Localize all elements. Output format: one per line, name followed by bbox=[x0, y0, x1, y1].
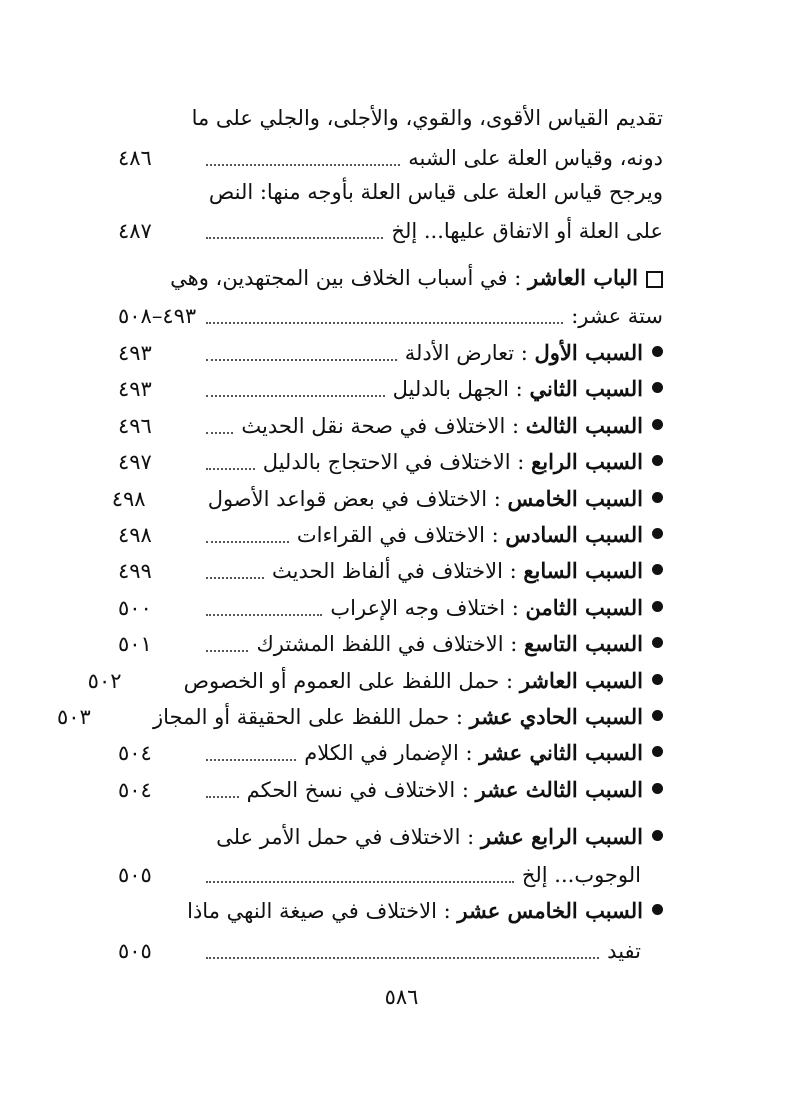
dot-leader bbox=[206, 758, 296, 761]
bullet-icon bbox=[652, 783, 663, 794]
toc-item bbox=[118, 733, 663, 773]
chapter-title: الباب العاشر bbox=[528, 265, 638, 290]
item-text: الوجوب... إلخ bbox=[521, 863, 641, 887]
bullet-icon bbox=[652, 674, 663, 685]
item-text: : اختلاف وجه الإعراب bbox=[330, 596, 519, 620]
toc-item bbox=[118, 515, 663, 555]
dot-leader bbox=[206, 321, 563, 324]
item-label: السبب الثامن bbox=[525, 595, 643, 620]
page-ref: ٤٩٧ bbox=[118, 450, 152, 474]
dot-leader bbox=[206, 613, 322, 616]
item-label: السبب الثاني عشر bbox=[479, 740, 643, 765]
page-ref: ٤٩٩ bbox=[118, 559, 152, 583]
toc-line-3 bbox=[118, 172, 663, 212]
item-label: السبب الخامس عشر bbox=[457, 898, 643, 923]
bullet-icon bbox=[652, 419, 663, 430]
page-ref: ٤٩٦ bbox=[118, 414, 152, 438]
bullet-icon bbox=[652, 564, 663, 575]
bullet-icon bbox=[652, 601, 663, 612]
item-text: : تعارض الأدلة bbox=[404, 341, 528, 365]
item-label: السبب الرابع bbox=[531, 449, 643, 474]
item-text: : الاختلاف في صيغة النهي ماذا bbox=[187, 899, 451, 923]
page-ref: ٥٠٥ bbox=[118, 863, 152, 887]
toc-text: ويرجح قياس العلة على قياس العلة بأوجه منها: النص bbox=[208, 180, 663, 204]
item-label: السبب الرابع عشر bbox=[480, 824, 643, 849]
toc-item bbox=[118, 442, 663, 482]
page-ref: ٥٠٣ bbox=[56, 705, 91, 729]
bullet-icon bbox=[652, 382, 663, 393]
bullet-icon bbox=[652, 346, 663, 357]
dot-leader bbox=[206, 358, 397, 361]
toc-item bbox=[118, 588, 663, 628]
item-text: : حمل اللفظ على الحقيقة أو المجاز bbox=[152, 705, 463, 729]
item-label: السبب الثالث bbox=[525, 413, 643, 438]
item-text: : الاختلاف في حمل الأمر على bbox=[216, 825, 475, 849]
page-number: ٥٨٦ bbox=[384, 985, 419, 1009]
toc-item bbox=[111, 479, 663, 519]
bullet-icon bbox=[652, 746, 663, 757]
item-text: : الإضمار في الكلام bbox=[304, 741, 473, 765]
item-text: : الاختلاف في بعض قواعد الأصول bbox=[207, 487, 501, 511]
toc-item bbox=[118, 369, 663, 409]
page-ref: ٤٩٨ bbox=[111, 487, 146, 511]
toc-item-15-cont bbox=[118, 931, 663, 971]
item-label: السبب العاشر bbox=[519, 668, 643, 693]
page-ref: ٤٨٧ bbox=[118, 219, 152, 243]
item-text: : الاختلاف في اللفظ المشترك bbox=[256, 632, 518, 656]
item-label: السبب الخامس bbox=[507, 486, 643, 511]
square-icon bbox=[646, 271, 663, 288]
toc-item bbox=[118, 551, 663, 591]
item-text: : الاختلاف في نسخ الحكم bbox=[246, 778, 469, 802]
bullet-icon bbox=[652, 455, 663, 466]
page-ref: ٥٠٢ bbox=[87, 669, 122, 693]
page-ref: ٤٩٣ bbox=[118, 377, 152, 401]
bullet-icon bbox=[652, 830, 663, 841]
bullet-icon bbox=[652, 528, 663, 539]
toc-item bbox=[118, 770, 663, 810]
item-text: : الجهل بالدليل bbox=[392, 377, 523, 401]
item-text: تفيد bbox=[607, 939, 641, 963]
bullet-icon bbox=[652, 492, 663, 503]
bullet-icon bbox=[652, 710, 663, 721]
page-ref: ٥٠٥ bbox=[118, 939, 152, 963]
chapter-subtitle: : في أسباب الخلاف بين المجتهدين، وهي bbox=[170, 266, 522, 290]
page-ref: ٤٩٣–٥٠٨ bbox=[118, 304, 197, 328]
item-text: : الاختلاف في الاحتجاج بالدليل bbox=[262, 450, 525, 474]
bullet-icon bbox=[652, 637, 663, 648]
dot-leader bbox=[206, 795, 239, 798]
dot-leader bbox=[206, 880, 514, 883]
dot-leader bbox=[206, 576, 264, 579]
toc-item-14 bbox=[118, 817, 663, 857]
item-text: : الاختلاف في صحة نقل الحديث bbox=[241, 414, 520, 438]
item-text: : الاختلاف في القراءات bbox=[296, 523, 499, 547]
toc-item-15 bbox=[118, 891, 663, 931]
toc-item bbox=[87, 661, 663, 701]
toc-item bbox=[118, 624, 663, 664]
toc-line-1 bbox=[118, 98, 663, 138]
toc-text: دونه، وقياس العلة على الشبه bbox=[408, 146, 663, 170]
item-label: السبب الثاني bbox=[529, 376, 643, 401]
dot-leader bbox=[206, 236, 383, 239]
item-label: السبب الحادي عشر bbox=[469, 704, 643, 729]
dot-leader bbox=[206, 431, 233, 434]
item-label: السبب الثالث عشر bbox=[475, 777, 643, 802]
dot-leader bbox=[206, 467, 255, 470]
bullet-icon bbox=[652, 904, 663, 915]
page-ref: ٥٠١ bbox=[118, 632, 152, 656]
dot-leader bbox=[206, 163, 400, 166]
toc-item-14-cont bbox=[118, 855, 663, 895]
page-ref: ٥٠٤ bbox=[118, 741, 152, 765]
toc-item bbox=[118, 333, 663, 373]
dot-leader bbox=[206, 540, 289, 543]
page-ref: ٤٨٦ bbox=[118, 146, 152, 170]
toc-text: تقديم القياس الأقوى، والقوي، والأجلى، والجلي على ما bbox=[191, 106, 663, 130]
dot-leader bbox=[206, 956, 599, 959]
item-label: السبب السادس bbox=[505, 522, 643, 547]
page-ref: ٤٩٨ bbox=[118, 523, 152, 547]
item-label: السبب التاسع bbox=[524, 631, 643, 656]
item-text: : حمل اللفظ على العموم أو الخصوص bbox=[183, 669, 514, 693]
toc-item bbox=[118, 406, 663, 446]
chapter-heading bbox=[118, 258, 663, 298]
item-label: السبب السابع bbox=[523, 558, 643, 583]
page-ref: ٥٠٠ bbox=[118, 596, 152, 620]
dot-leader bbox=[206, 649, 248, 652]
dot-leader bbox=[206, 394, 385, 397]
page-ref: ٤٩٣ bbox=[118, 341, 152, 365]
item-text: : الاختلاف في ألفاظ الحديث bbox=[271, 559, 517, 583]
chapter-heading-cont bbox=[118, 296, 663, 336]
toc-item bbox=[56, 697, 663, 737]
toc-text: ستة عشر: bbox=[571, 304, 663, 328]
toc-text: على العلة أو الاتفاق عليها... إلخ bbox=[391, 219, 663, 243]
item-label: السبب الأول bbox=[534, 340, 643, 365]
toc-line-4 bbox=[118, 211, 663, 251]
page-ref: ٥٠٤ bbox=[118, 778, 152, 802]
